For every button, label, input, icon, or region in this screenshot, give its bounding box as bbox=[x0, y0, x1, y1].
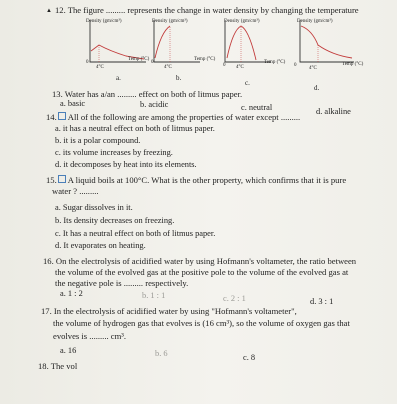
graph-d-x-label: Temp (°C) bbox=[342, 62, 364, 67]
question-12-stem: 12. The figure ......... represents the change in water density by changing the temperature bbox=[55, 5, 359, 15]
q17-option-b[interactable]: b. 6 bbox=[155, 349, 168, 358]
q15-option-c[interactable]: c. It has a neutral effect on both of litmus paper. bbox=[55, 229, 216, 238]
question-14-number: 14. bbox=[46, 112, 57, 122]
question-16-line1: 16. On the electrolysis of acidified water by using Hofmann's voltameter, the ratio between bbox=[43, 256, 357, 266]
question-15-stem-line1: A liquid boils at 100°C. What is the other property, which confirms that it is pure bbox=[67, 175, 347, 185]
question-15 bbox=[46, 175, 346, 185]
graph-c-y-label: Density (gm/cm³) bbox=[224, 19, 260, 24]
question-15-number: 15. bbox=[46, 175, 57, 185]
graph-a-x-label: Temp (°C) bbox=[128, 57, 150, 62]
q16-option-c[interactable]: c. 2 : 1 bbox=[223, 294, 246, 303]
checkbox-icon bbox=[58, 112, 66, 120]
q16-option-a[interactable]: a. 1 : 2 bbox=[60, 289, 83, 298]
question-14-stem: All of the following are among the properties of water except ......... bbox=[67, 112, 301, 122]
question-15-stem-line2: water ? ......... bbox=[52, 186, 99, 196]
question-17-line3: evolves is ......... cm³. bbox=[53, 331, 126, 341]
graph-d-mark: 4°C bbox=[309, 66, 317, 71]
q14-option-a[interactable]: a. it has a neutral effect on both of litmus paper. bbox=[55, 124, 215, 133]
q15-option-d[interactable]: d. It evaporates on heating. bbox=[55, 241, 146, 250]
question-16-line3: the negative pole is ......... respectively. bbox=[55, 278, 189, 288]
question-13-stem: 13. Water has a/an ......... effect on both of litmus paper. bbox=[52, 89, 243, 99]
q13-option-c[interactable]: c. neutral bbox=[241, 103, 273, 112]
graph-c-letter: c. bbox=[245, 79, 250, 87]
q16-option-b[interactable]: b. 1 : 1 bbox=[142, 291, 166, 300]
checkbox-icon bbox=[58, 175, 66, 183]
question-14 bbox=[46, 112, 300, 122]
question-16-line2: the volume of the evolved gas at the positive pole to the volume of the evolved gas at bbox=[55, 267, 349, 277]
question-18-stub: 18. The vol bbox=[38, 361, 78, 371]
q15-option-a[interactable]: a. Sugar dissolves in it. bbox=[55, 203, 133, 212]
graph-d-origin: 0 bbox=[294, 63, 297, 68]
graph-d-y-label: Density (gm/cm³) bbox=[297, 19, 333, 24]
q17-option-a[interactable]: a. 16 bbox=[60, 346, 77, 355]
graph-d-letter: d. bbox=[314, 84, 320, 92]
graph-c-mark: 4°C bbox=[236, 65, 244, 70]
q14-option-d[interactable]: d. it decomposes by heat into its elements. bbox=[55, 160, 197, 169]
question-marker: ▲ bbox=[46, 8, 52, 14]
q17-option-c[interactable]: c. 8 bbox=[243, 353, 256, 362]
q13-option-b[interactable]: b. acidic bbox=[140, 100, 169, 109]
q13-option-a[interactable]: a. basic bbox=[60, 99, 86, 108]
q14-option-b[interactable]: b. it is a polar compound. bbox=[55, 136, 141, 145]
q14-option-c[interactable]: c. its volume increases by freezing. bbox=[55, 148, 173, 157]
q13-option-d[interactable]: d. alkaline bbox=[316, 107, 351, 116]
graph-b-y-label: Density (gm/cm³) bbox=[152, 19, 188, 24]
graph-a-origin: 0 bbox=[86, 60, 89, 65]
graph-a-y-label: Density (gm/cm³) bbox=[86, 19, 122, 24]
question-17-line2: the volume of hydrogen gas that evolves is (16 cm³), so the volume of oxygen gas that bbox=[53, 318, 350, 328]
graph-a-mark: 4°C bbox=[96, 65, 104, 70]
question-17-line1: 17. In the electrolysis of acidified water by using "Hofmann's voltameter", bbox=[41, 306, 297, 316]
graph-b-origin: 0 bbox=[151, 60, 154, 65]
graph-b-mark: 4°C bbox=[164, 65, 172, 70]
q15-option-b[interactable]: b. Its density decreases on freezing. bbox=[55, 216, 175, 225]
graph-a-letter: a. bbox=[116, 74, 121, 82]
graph-b-x-label: Temp (°C) bbox=[194, 57, 216, 62]
graph-c-x-label: Temp (°C) bbox=[264, 60, 286, 65]
q16-option-d[interactable]: d. 3 : 1 bbox=[310, 297, 334, 306]
graph-b-letter: b. bbox=[176, 74, 182, 82]
graph-c-origin: 0 bbox=[223, 63, 226, 68]
